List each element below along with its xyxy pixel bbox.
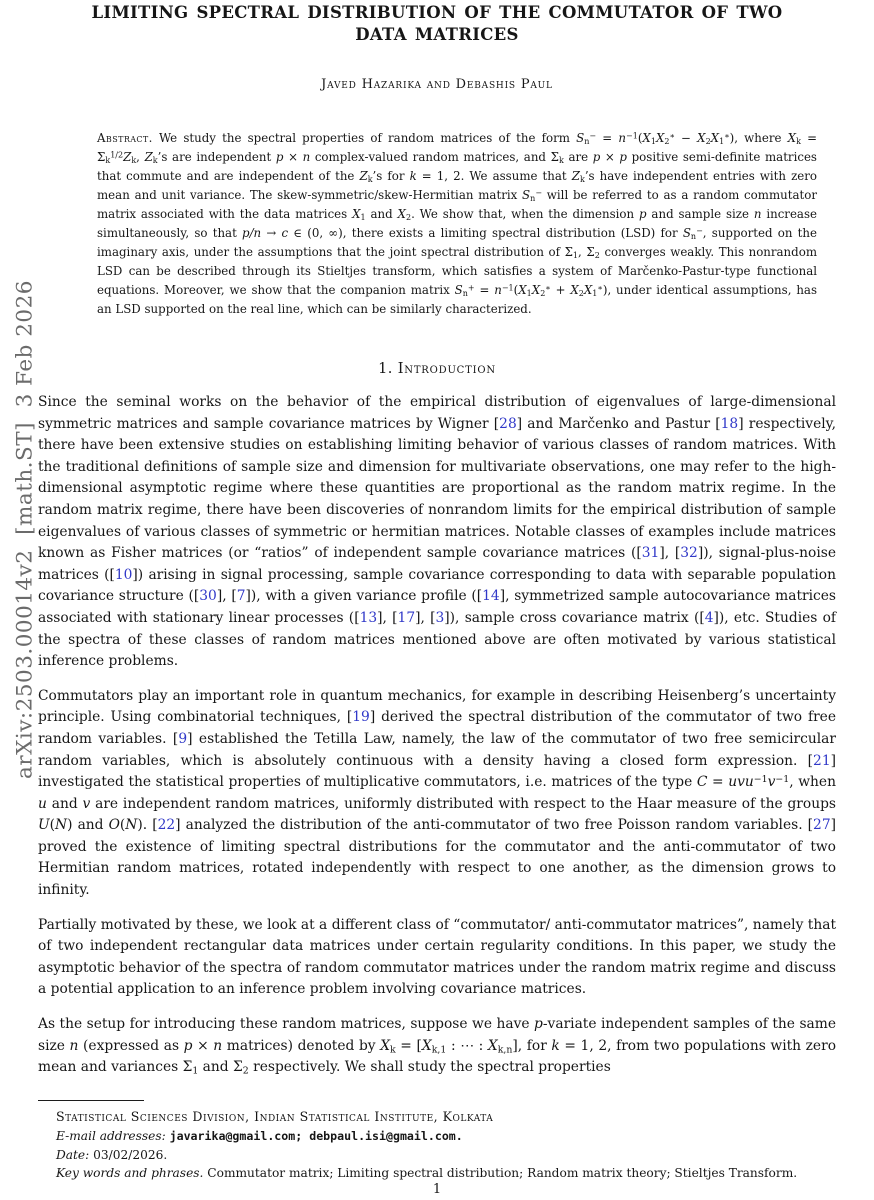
math-script: k: [390, 1043, 396, 1055]
math-variable: X: [352, 207, 361, 221]
math-script: n: [462, 289, 468, 298]
paper-title: LIMITING SPECTRAL DISTRIBUTION OF THE COMMUTATOR OF TWO DATA MATRICES: [91, 3, 783, 44]
math-script: k: [152, 156, 158, 165]
math-variable: u: [38, 795, 47, 812]
math-script: +: [467, 283, 475, 293]
math-script: 2: [664, 137, 670, 146]
math-script: 1: [719, 137, 725, 146]
math-script: k: [105, 156, 111, 165]
email-addresses: javarika@gmail.com; debpaul.isi@gmail.com.: [169, 1128, 463, 1143]
abstract: [97, 129, 817, 319]
math-script: k,1: [431, 1043, 447, 1055]
math-variable: p: [619, 150, 627, 164]
math-variable: X: [570, 283, 579, 297]
citation-link[interactable]: 3: [435, 609, 445, 626]
date-value: 03/02/2026.: [93, 1147, 168, 1162]
citation-link[interactable]: 30: [199, 588, 217, 605]
math-script: 1: [572, 251, 579, 260]
citation-link[interactable]: 14: [482, 588, 500, 605]
math-variable: p: [183, 1037, 193, 1054]
date-label: Date:: [56, 1147, 90, 1162]
arxiv-watermark: arXiv:2503.00014v2 [math.ST] 3 Feb 2026: [12, 280, 38, 780]
math-script: 2: [578, 289, 584, 298]
math-variable: n: [302, 150, 311, 164]
paragraph-4: As the setup for introducing these random matrices, suppose we have p-variate independent samples of the same size n (expressed as p × n matrices) denoted by $X_k = [X_{k,1}$ : ⋯ : $X_{k,n}$], for k = 1, 2, from two populations with zero mean and variances $\Sigma_1$ and $\Sigma_2$ respectively. We shall study the spectral properties: [38, 1016, 837, 1077]
math-script: −1: [501, 283, 514, 293]
footnote-block: [38, 1100, 836, 1183]
citation-link[interactable]: 4: [704, 609, 714, 626]
citation-link[interactable]: 22: [157, 817, 176, 834]
math-script: k: [796, 137, 801, 146]
math-variable: U: [38, 817, 50, 834]
math-variable: X: [487, 1037, 498, 1054]
math-script: k: [558, 156, 564, 165]
abstract-label: Abstract.: [97, 131, 153, 145]
math-variable: S: [682, 226, 691, 240]
math-script: −: [589, 131, 597, 141]
math-script: n: [584, 137, 590, 146]
math-variable: X: [421, 1037, 432, 1054]
paragraph-1: Since the seminal works on the behavior of the empirical distribution of eigenvalues of large-dimensional symmetric matrices and sample covariance matrices by Wigner [28] and Marčenko and Pastur [18] respectively, there have been extensive studies on establishing limiting behavior of various classes of random matrices. With the traditional definitions of sample size and dimension for multivariate observations, one may refer to the high-dimensional asymptotic regime where these quantities are proportional as the random matrix regime. In the random matrix regime, there have been discoveries of nonrandom limits for the empirical distribution of sample eigenvalues of various classes of symmetric or hermitian matrices. Notable classes of examples include matrices known as Fisher matrices (or “ratios” of independent sample covariance matrices ([31], [32]), signal-plus-noise matrices ([10]) arising in signal processing, sample covariance corresponding to data with separable population covariance structure ([30], [7]), with a given variance profile ([14], symmetrized sample autocovariance matrices associated with stationary linear processes ([13], [17], [3]), sample cross covariance matrix ([4]), etc. Studies of the spectra of these classes of random matrices mentioned above are often motivated by various statistical inference problems.: [38, 394, 837, 670]
keywords-label: Key words and phrases.: [56, 1166, 204, 1181]
math-script: n: [530, 194, 536, 203]
math-variable: X: [642, 131, 651, 145]
math-script: n: [690, 232, 697, 241]
math-variable: S: [522, 188, 531, 202]
math-script: k,n: [497, 1043, 513, 1055]
citation-link[interactable]: 18: [720, 415, 739, 432]
math-script: k: [367, 175, 373, 184]
math-script: 2: [405, 213, 412, 222]
keywords-value: Commutator matrix; Limiting spectral distribution; Random matrix theory; Stieltjes Transform.: [207, 1166, 798, 1181]
math-variable: k: [551, 1037, 560, 1054]
math-variable: n: [213, 1037, 223, 1054]
citation-link[interactable]: 27: [813, 817, 831, 834]
math-script: −1: [753, 773, 768, 785]
citation-link[interactable]: 32: [680, 545, 698, 562]
math-script: ∗: [545, 283, 551, 293]
math-script: −1: [775, 773, 790, 785]
math-variable: p: [275, 150, 284, 164]
math-variable: X: [655, 131, 665, 145]
math-script: ∗: [669, 131, 675, 141]
citation-link[interactable]: 7: [236, 588, 246, 605]
math-variable: Z: [123, 150, 132, 164]
math-variable: X: [518, 283, 527, 297]
math-script: −: [696, 226, 703, 236]
paragraph-3: Partially motivated by these, we look at a different class of “commutator/ anti-commutator matrices”, namely that of two independent rectangular data matrices under certain regularity conditions. In this paper, we study the asymptotic behavior of the spectra of random commutator matrices under the random matrix regime and discuss a potential application to an inference problem involving covariance matrices.: [38, 916, 836, 998]
citation-link[interactable]: 10: [114, 566, 133, 583]
math-variable: n: [494, 283, 502, 297]
math-variable: X: [710, 131, 720, 145]
math-script: 1/2: [110, 150, 124, 160]
math-variable: X: [397, 207, 406, 221]
email-label: E-mail addresses:: [56, 1128, 166, 1143]
math-variable: v: [767, 774, 776, 791]
math-variable: O: [108, 817, 120, 834]
section-title: Introduction: [397, 361, 496, 377]
paragraph-2: Commutators play an important role in quantum mechanics, for example in describing Heisenberg’s uncertainty principle. Using combinatorial techniques, [19] derived the spectral distribution of the commutator of two free random variables. [9] established the Tetilla Law, namely, the law of the commutator of two free semicircular random variables, which is absolutely continuous with a density having a closed form expression. [21] investigated the statistical properties of multiplicative commutators, i.e. matrices of the type $C = uvu^{-1}v^{-1}$, when u and v are independent random matrices, uniformly distributed with respect to the Haar measure of the groups U(N) and O(N). [22] analyzed the distribution of the anti-commutator of two free Poisson random variables. [27] proved the existence of limiting spectral distributions for the commutator and the anti-commutator of two Hermitian random matrices, rotated independently with respect to one another, as the dimension grows to infinity.: [38, 687, 836, 899]
paper-authors: Javed Hazarika and Debashis Paul: [321, 77, 553, 92]
math-variable: N: [125, 817, 138, 834]
math-variable: p: [592, 150, 601, 164]
math-variable: n: [69, 1037, 79, 1054]
math-variable: k: [409, 169, 417, 183]
citation-link[interactable]: 13: [359, 609, 378, 626]
math-variable: N: [55, 817, 68, 834]
math-variable: X: [697, 131, 706, 145]
math-variable: p: [534, 1016, 543, 1033]
math-variable: uvu: [728, 774, 754, 791]
math-script: k: [579, 175, 585, 184]
math-script: 2: [705, 137, 711, 146]
math-variable: n: [753, 207, 762, 221]
math-script: 1: [650, 137, 656, 146]
section-heading-introduction: [38, 361, 836, 377]
math-script: 1: [360, 213, 366, 222]
citation-link[interactable]: 31: [641, 545, 660, 562]
math-variable: X: [531, 283, 541, 297]
date-line: [38, 1146, 836, 1165]
math-variable: p/n: [242, 226, 262, 240]
math-script: 1: [192, 1065, 199, 1077]
math-variable: Z: [571, 169, 580, 183]
math-variable: n: [618, 131, 626, 145]
math-script: ∗: [724, 131, 730, 141]
math-variable: X: [787, 131, 797, 145]
math-script: k: [131, 156, 137, 165]
citation-link[interactable]: 19: [352, 709, 370, 726]
citation-link[interactable]: 17: [397, 609, 416, 626]
math-variable: S: [576, 131, 585, 145]
affiliation: Statistical Sciences Division, Indian Statistical Institute, Kolkata: [56, 1109, 494, 1124]
section-number: 1.: [378, 361, 393, 377]
math-script: 2: [540, 289, 546, 298]
keywords-line: [38, 1164, 836, 1183]
math-script: 1: [592, 289, 598, 298]
math-variable: Z: [359, 169, 368, 183]
abstract-text: We study the spectral properties of random matrices of the form $S_n^- = n^{-1}(X_1X_2^∗ - X_2X_1^∗)$, where $X_k = \Sigma_k^{1/2}Z_k$, $Z_k’s$ are independent p × n complex-valued random matrices, and $\Sigma_k$ are p × p positive semi-definite matrices that commute and are independent of the $Z_k’s$ for k = 1, 2. We assume that $Z_k’s$ have independent entries with zero mean and unit variance. The skew-symmetric/skew-Hermitian matrix $S_n^-$ will be referred to as a random commutator matrix associated with the data matrices $X_1$ and $X_2$. We show that, when the dimension p and sample size n increase simultaneously, so that p/n → c ∈ (0, ∞), there exists a limiting spectral distribution (LSD) for $S_n^-$, supported on the imaginary axis, under the assumptions that the joint spectral distribution of $\Sigma_1$, $\Sigma_2$ converges weakly. This nonrandom LSD can be described through its Stieltjes transform, which satisfies a system of Marčenko-Pastur-type functional equations. Moreover, we show that the companion matrix $S_n^+ = n^{-1}(X_1X_2^∗ + X_2X_1^∗)$, under identical assumptions, has an LSD supported on the real line, which can be similarly characterized.: [97, 131, 818, 316]
math-script: −: [535, 188, 543, 198]
page-number: 1: [432, 1182, 442, 1197]
math-script: 2: [242, 1065, 249, 1077]
citation-link[interactable]: 9: [178, 730, 188, 747]
footnote-rule: [38, 1100, 144, 1101]
math-variable: p: [639, 207, 647, 221]
math-variable: X: [380, 1037, 391, 1054]
math-script: 1: [526, 289, 532, 298]
math-variable: v: [82, 795, 91, 812]
math-script: 2: [594, 251, 600, 260]
math-variable: C: [696, 774, 708, 791]
math-script: −1: [625, 131, 638, 141]
math-variable: X: [583, 283, 593, 297]
math-variable: c: [281, 226, 289, 240]
citation-link[interactable]: 28: [499, 415, 517, 432]
math-variable: S: [454, 283, 463, 297]
math-variable: Z: [144, 150, 153, 164]
math-script: ∗: [597, 283, 603, 293]
email-line: [38, 1127, 836, 1146]
citation-link[interactable]: 21: [813, 752, 831, 769]
